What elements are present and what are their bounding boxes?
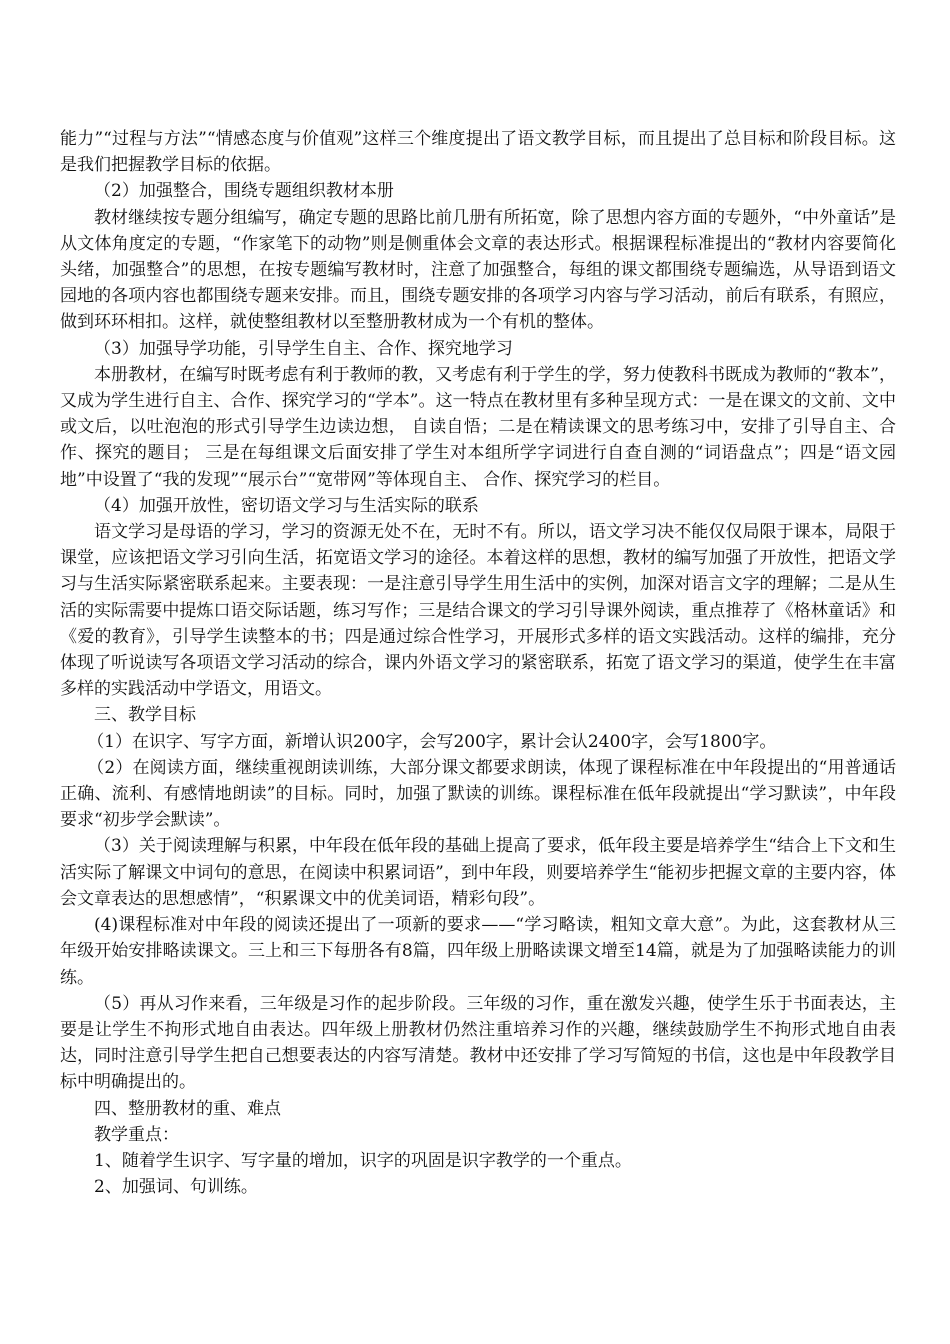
section-heading-guided-learning: （3）加强导学功能，引导学生自主、合作、探究地学习 bbox=[94, 338, 513, 359]
paragraph-goal-literacy: （1）在识字、写字方面，新增认识200字，会写200字，累计会认2400字，会写1800字。 bbox=[87, 731, 777, 752]
section-heading-openness: （4）加强开放性，密切语文学习与生活实际的联系 bbox=[94, 495, 479, 516]
section-heading-teaching-goals: 三、教学目标 bbox=[94, 705, 196, 726]
paragraph-goal-skim-reading: (4)课程标准对中年段的阅读还提出了一项新的要求——“学习略读，粗知文章大意”。为此，这套教材从三年级开始安排略读课文。三上和三下每册各有8篇，四年级上册略读课文增至14篇，就是为了加强略读能力的训练。 bbox=[60, 915, 896, 988]
section-heading-key-points: 四、整册教材的重、难点 bbox=[94, 1098, 281, 1119]
document-page bbox=[60, 126, 896, 1200]
paragraph-openness: 语文学习是母语的学习，学习的资源无处不在，无时不有。所以，语文学习决不能仅仅局限于课本，局限于课堂，应该把语文学习引向生活，拓宽语文学习的途径。本着这样的思想，教材的编写加强了开放性，把语文学习与生活实际紧密联系起来。主要表现：一是注意引导学生用生活中的实例，加深对语言文字的理解；二是从生活的实际需要中提炼口语交际话题，练习写作；三是结合课文的学习引导课外阅读，重点推荐了《格林童话》和《爱的教育》，引导学生读整本的书；四是通过综合性学习，开展形式多样的语文实践活动。这样的编排，充分体现了听说读写各项语文学习活动的综合，课内外语文学习的紧密联系，拓宽了语文学习的渠道，使学生在丰富多样的实践活动中学语文，用语文。 bbox=[60, 522, 896, 700]
section-heading-integration: （2）加强整合，围绕专题组织教材本册 bbox=[94, 181, 394, 202]
paragraph-goal-comprehension: （3）关于阅读理解与积累，中年段在低年段的基础上提高了要求，低年段主要是培养学生“结合上下文和生活实际了解课文中词句的意思，在阅读中积累词语”，到中年段，则要培养学生“能初步把握文章的主要内容，体会文章表达的思想感情”，“积累课文中的优美词语，精彩句段”。 bbox=[60, 836, 896, 909]
paragraph-goal-reading: （2）在阅读方面，继续重视朗读训练，大部分课文都要求朗读，体现了课程标准在中年段提出的“用普通话正确、流利、有感情地朗读”的目标。同时，加强了默读的训练。课程标准在低年段就提出“学习默读”，中年段要求“初步学会默读”。 bbox=[60, 757, 896, 831]
paragraph-goals-dimensions: 能力”“过程与方法”“情感态度与价值观”这样三个维度提出了语文教学目标，而且提出了总目标和阶段目标。这是我们把握教学目标的依据。 bbox=[60, 129, 896, 176]
paragraph-guided-learning: 本册教材，在编写时既考虑有利于教师的教，又考虑有利于学生的学，努力使教科书既成为教师的“教本”，又成为学生进行自主、合作、探究学习的“学本”。这一特点在教材里有多种呈现方式：一是在课文的文前、文中或文后，以吐泡泡的形式引导学生边读边想， 自读自悟；二是在精读课文的思考练习中，安排了引导自主、合作、探究的题目； 三是在每组课文后面安排了学生对本组所学字词进行自查自测的“词语盘点”；四是“语文园地”中设置了“我的发现”“展示台”“宽带网”等体现自主、 合作、探究学习的栏目。 bbox=[60, 364, 896, 490]
paragraph-integration: 教材继续按专题分组编写，确定专题的思路比前几册有所拓宽，除了思想内容方面的专题外，“中外童话”是从文体角度定的专题，“作家笔下的动物”则是侧重体会文章的表达形式。根据课程标准提出的“教材内容要简化头绪，加强整合”的思想，在按专题编写教材时，注意了加强整合，每组的课文都围绕专题编选，从导语到语文园地的各项内容也都围绕专题来安排。而且，围绕专题安排的各项学习内容与学习活动，前后有联系，有照应，做到环环相扣。这样，就使整组教材以至整册教材成为一个有机的整体。 bbox=[60, 207, 896, 333]
subheading-teaching-focus: 教学重点： bbox=[94, 1124, 179, 1145]
list-item-focus-2: 2、加强词、句训练。 bbox=[94, 1177, 258, 1198]
paragraph-goal-writing: （5）再从习作来看，三年级是习作的起步阶段。三年级的习作，重在激发兴趣，使学生乐于书面表达，主要是让学生不拘形式地自由表达。四年级上册教材仍然注重培养习作的兴趣，继续鼓励学生不拘形式地自由表达，同时注意引导学生把自己想要表达的内容写清楚。教材中还安排了学习写简短的书信，这也是中年段教学目标中明确提出的。 bbox=[60, 993, 896, 1093]
list-item-focus-1: 1、随着学生识字、写字量的增加，识字的巩固是识字教学的一个重点。 bbox=[94, 1150, 632, 1171]
